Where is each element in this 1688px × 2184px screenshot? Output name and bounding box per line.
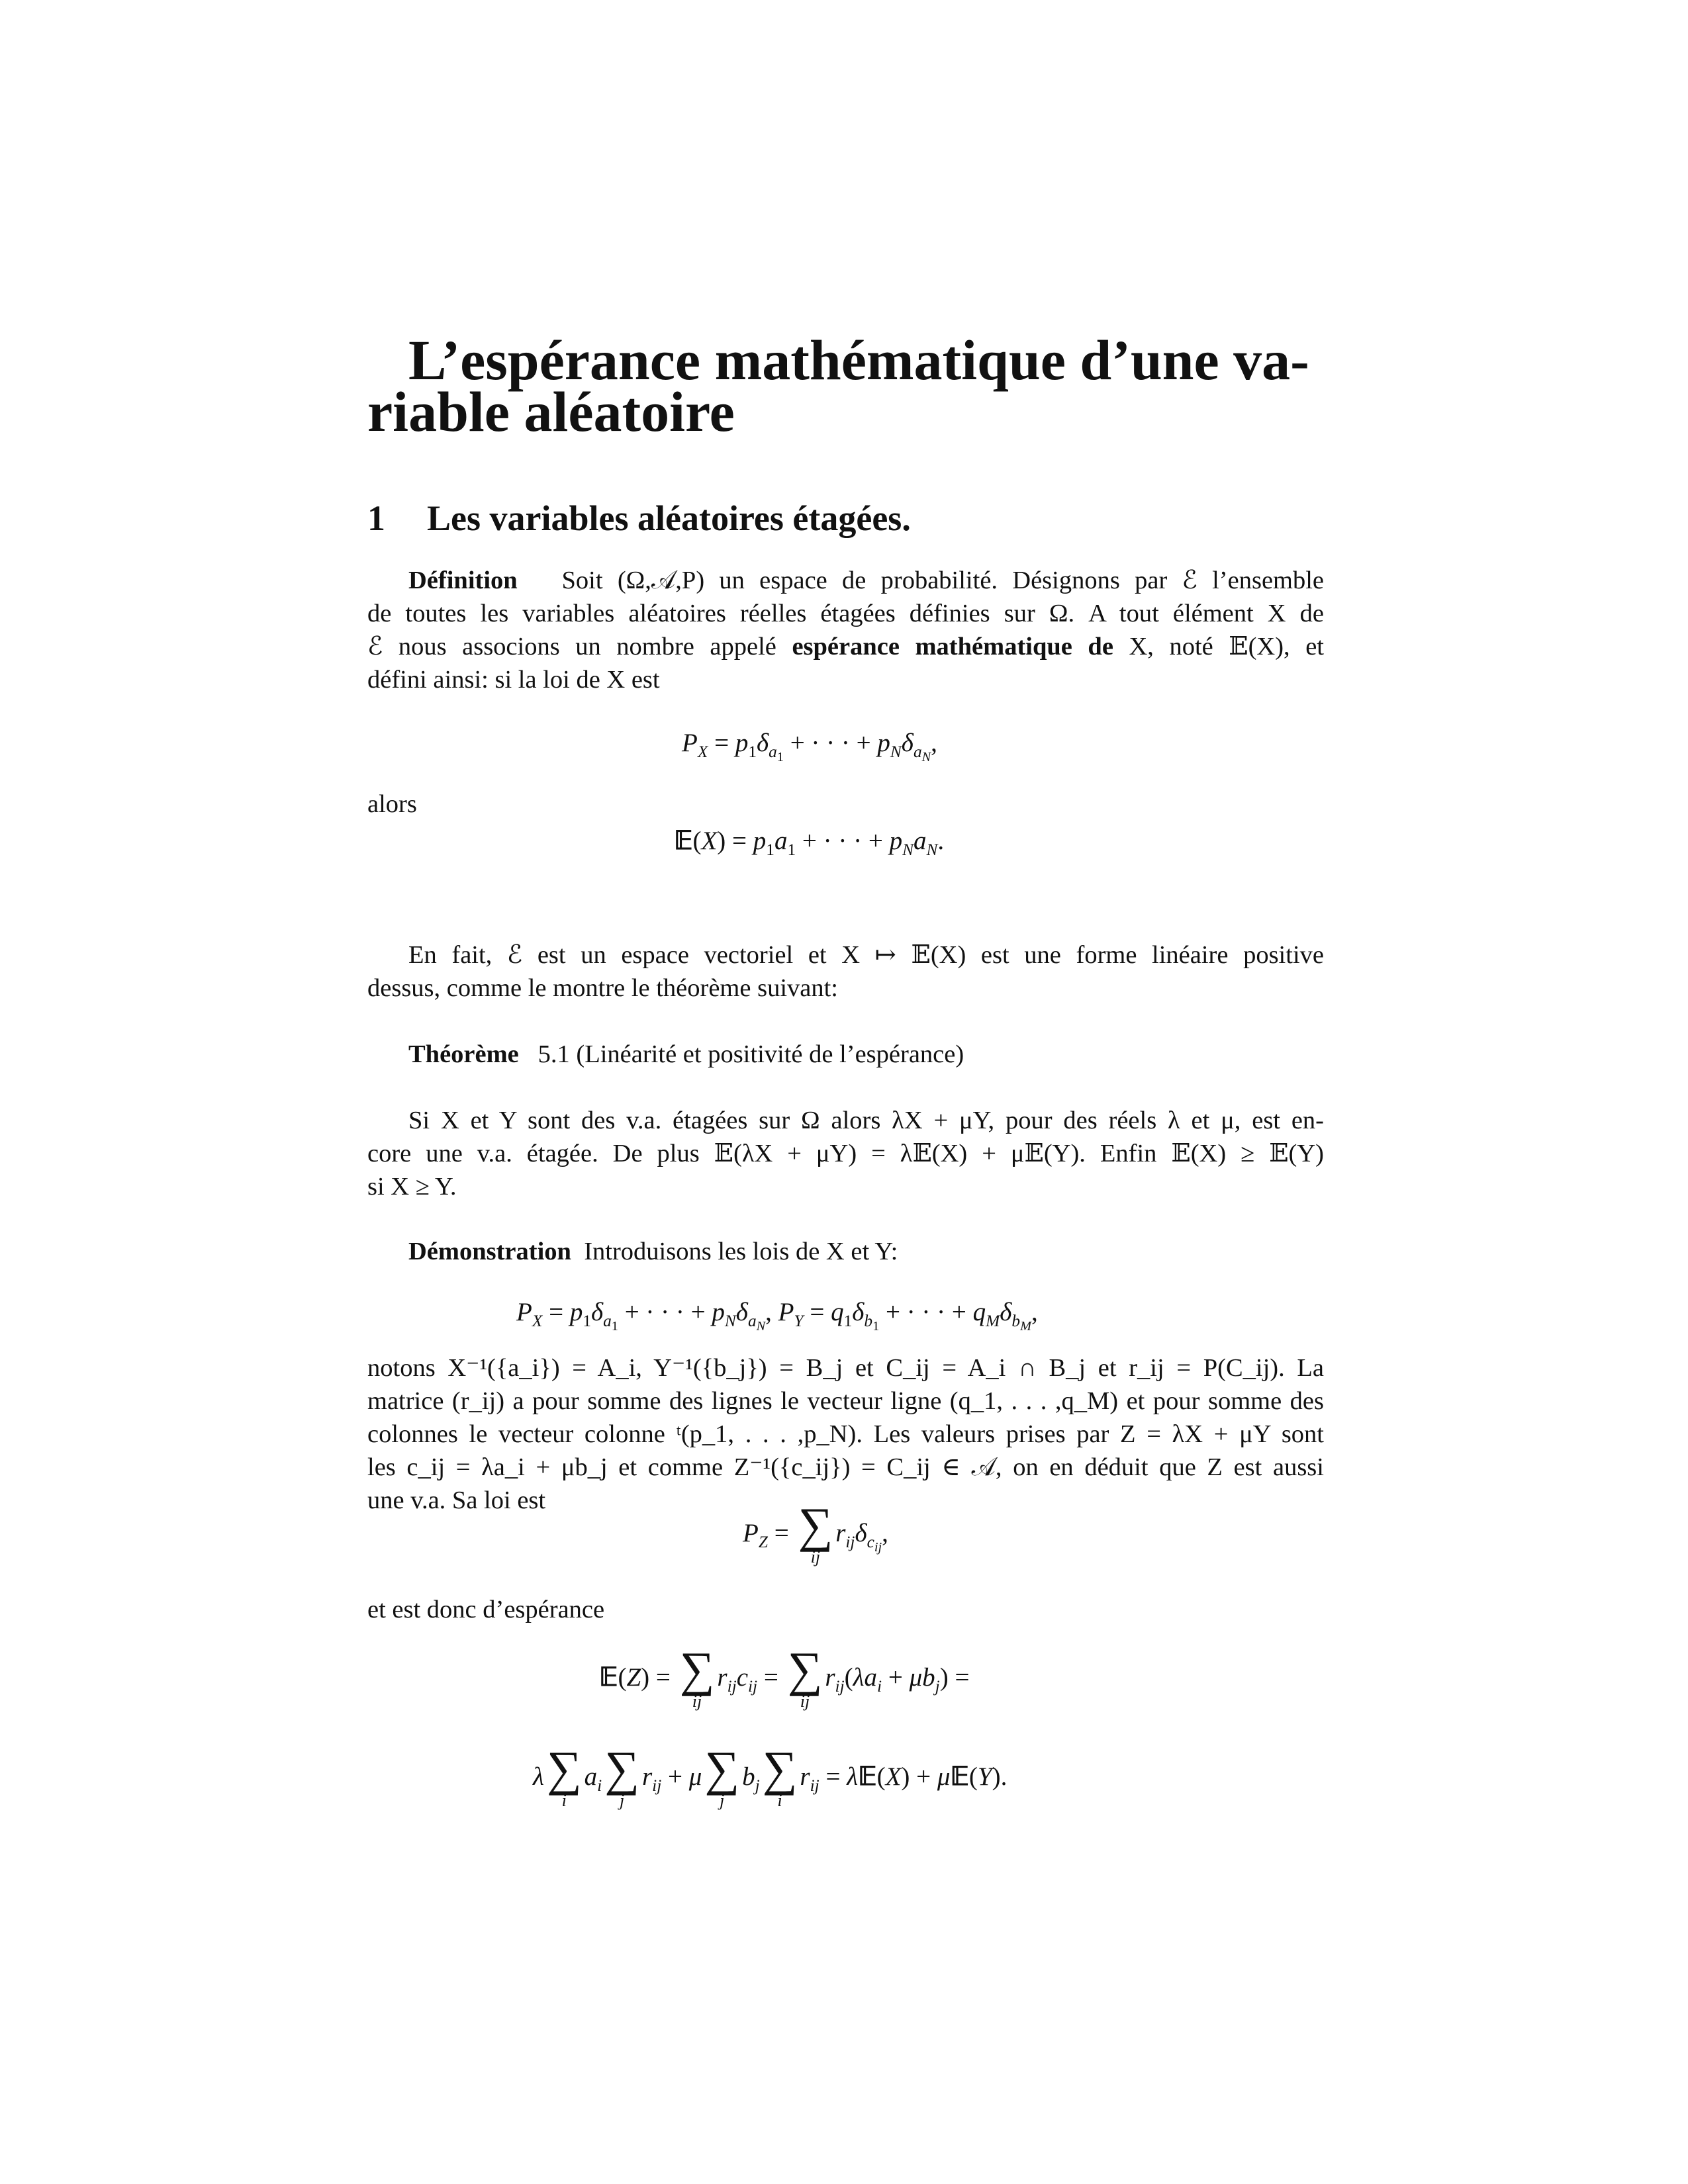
definition-term: espérance mathématique de — [792, 633, 1113, 660]
sum-symbol: ∑ i — [546, 1742, 582, 1810]
sum-symbol: ∑ i — [762, 1742, 798, 1810]
demo-line-3: colonnes le vecteur colonne ᵗ(p_1, . . . ,p_N). Les valeurs prises par Z = λX + μY sont — [367, 1420, 1324, 1448]
demo-line-1: notons X⁻¹({a_i}) = A_i, Y⁻¹({b_j}) = B_j et C_ij = A_i ∩ B_j et r_ij = P(C_ij). La — [367, 1354, 1324, 1382]
section-title: Les variables aléatoires étagées. — [427, 498, 911, 538]
title-line-1: L’espérance mathématique d’une va- — [408, 328, 1309, 392]
equation-laws: $P_X = p_1\delta_{a_1}$ + · · · + $p_N\delta_{a_N}$, $P_Y = q_1\delta_{b_1}$ + · · · + $q_M\delta_{b_M}$, — [516, 1298, 1038, 1334]
sum-symbol: ∑ ij — [679, 1643, 715, 1711]
sum-symbol: ∑ ij — [787, 1643, 823, 1711]
theorem-label: Théorème — [408, 1040, 519, 1068]
sum-symbol: ∑ j — [604, 1742, 639, 1810]
theorem-line-2: core une v.a. étagée. De plus 𝔼(λX + μY) = λ𝔼(X) + μ𝔼(Y). Enfin 𝔼(X) ≥ 𝔼(Y) — [367, 1140, 1324, 1167]
demo-line-4: les c_ij = λa_i + μb_j et comme Z⁻¹({c_ij}) = C_ij ∈ 𝒜, on en déduit que Z est aussi — [367, 1453, 1324, 1481]
definition-line-4: défini ainsi: si la loi de X est — [367, 666, 660, 694]
theorem-body — [367, 1104, 1324, 1203]
theorem-title: 5.1 (Linéarité et positivité de l’espérance) — [538, 1040, 964, 1068]
definition-line-2: de toutes les variables aléatoires réelles étagées définies sur Ω. A tout élément X de — [367, 600, 1324, 627]
equation-pz: $P_Z$ = ∑ ij $r_{ij}\delta_{c_{ij}}$, — [743, 1498, 888, 1567]
section-heading — [367, 498, 911, 539]
title-line-2: riable aléatoire — [367, 380, 735, 443]
demo-intro: Introduisons les lois de X et Y: — [584, 1238, 898, 1265]
alors-text: alors — [367, 790, 417, 818]
definition-line-3a: ℰ nous associons un nombre appelé — [367, 633, 776, 660]
definition-line-3b: X, noté 𝔼(X), et — [1129, 633, 1325, 660]
enfait-line-2: dessus, comme le montre le théorème suivant: — [367, 974, 838, 1002]
demonstration-heading — [367, 1235, 1324, 1268]
equation-px: $P_X = p_1\delta_{a_1}$ + · · · + $p_N\delta_{a_N}$, — [682, 729, 937, 764]
demo-line-2: matrice (r_ij) a pour somme des lignes le vecteur ligne (q_1, . . . ,q_M) et pour somme des — [367, 1387, 1324, 1415]
definition-paragraph — [367, 564, 1324, 696]
equation-final: λ ∑ i $a_i$ ∑ j $r_{ij} + \mu$ ∑ j $b_j$ ∑ i $r_{ij}$ = λ𝔼(X) + μ𝔼(Y). — [533, 1742, 1008, 1810]
demo-label: Démonstration — [408, 1238, 571, 1265]
equation-ex: 𝔼(X) = $p_1a_1$ + · · · + $p_Na_N$. — [674, 827, 945, 859]
theorem-line-3: si X ≥ Y. — [367, 1173, 457, 1201]
definition-label: Définition — [408, 567, 518, 594]
sum-symbol: ∑ ij — [798, 1498, 833, 1567]
etdonc-text: et est donc d’espérance — [367, 1596, 605, 1623]
section-number: 1 — [367, 498, 385, 538]
linearity-intro-paragraph — [367, 938, 1324, 1005]
sum-symbol: ∑ j — [704, 1742, 740, 1810]
definition-line-1: Soit (Ω,𝒜,P) un espace de probabilité. Désignons par ℰ l’ensemble — [561, 567, 1325, 594]
document-title — [367, 328, 1327, 443]
enfait-line-1: En fait, ℰ est un espace vectoriel et X ↦ 𝔼(X) est une forme linéaire positive — [408, 941, 1324, 969]
theorem-line-1: Si X et Y sont des v.a. étagées sur Ω alors λX + μY, pour des réels λ et μ, est en- — [408, 1107, 1324, 1134]
demo-line-5: une v.a. Sa loi est — [367, 1486, 546, 1514]
theorem-heading — [367, 1038, 1324, 1071]
demonstration-body — [367, 1351, 1324, 1517]
equation-ez: 𝔼(Z) = ∑ ij $r_{ij}c_{ij}$ = ∑ ij $r_{ij}(\lambda a_i + \mu b_j)$ = — [599, 1643, 970, 1711]
